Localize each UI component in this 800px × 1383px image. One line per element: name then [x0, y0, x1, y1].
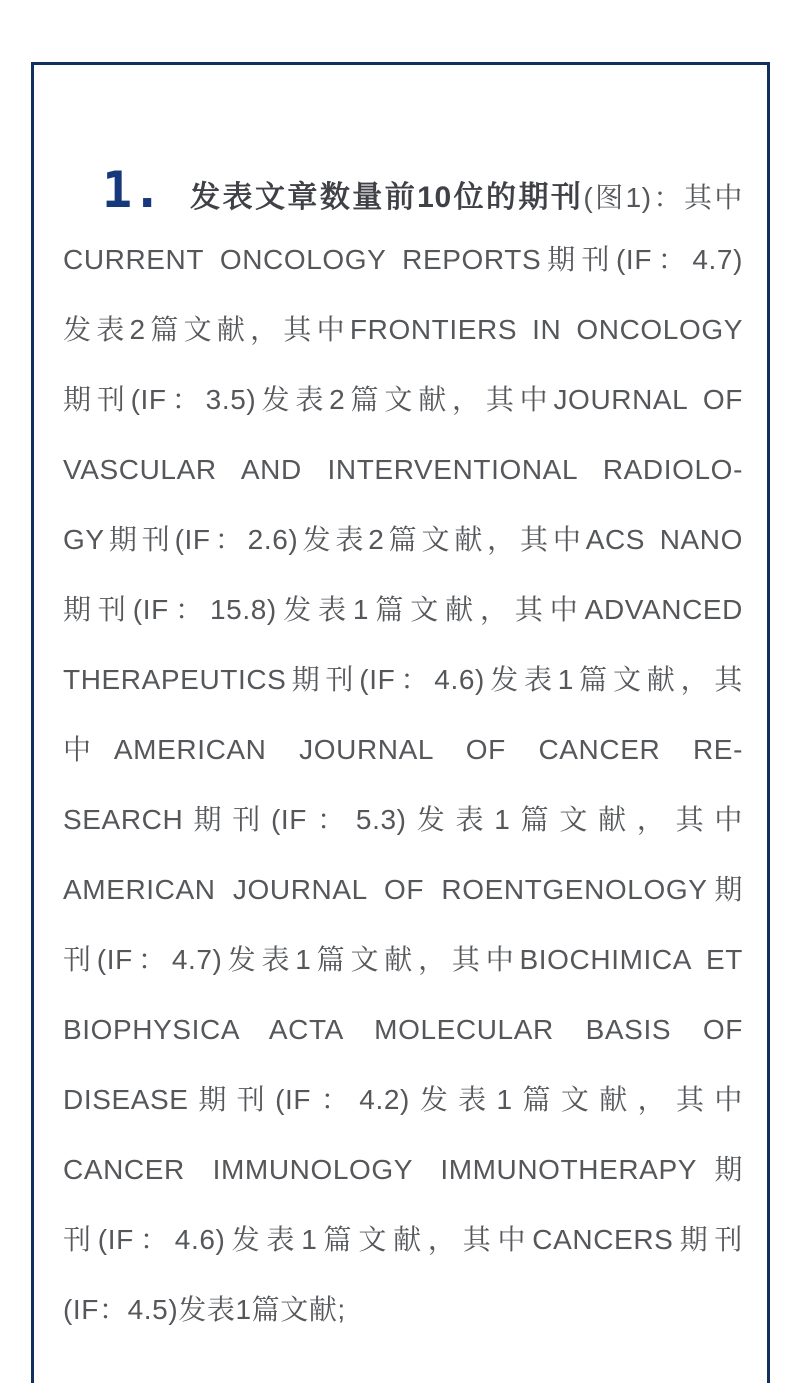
text-segment: GY期刊(IF：2.6)发表2篇文献，其中ACS NANO	[63, 524, 743, 555]
text-line	[63, 295, 743, 365]
text-line	[63, 505, 743, 575]
text-segment: THERAPEUTICS期刊(IF：4.6)发表1篇文献，其	[63, 664, 743, 695]
text-line	[63, 225, 743, 295]
text-line	[63, 855, 743, 925]
text-segment: (图1)：其中	[583, 182, 743, 213]
text-line	[63, 645, 743, 715]
text-line	[63, 1205, 743, 1275]
text-segment: 发表2篇文献，其中FRONTIERS IN ONCOLOGY	[63, 314, 743, 345]
text-segment: VASCULAR AND INTERVENTIONAL RADIOLO-	[63, 454, 743, 485]
text-line	[63, 925, 743, 995]
text-line	[63, 575, 743, 645]
text-segment: AMERICAN JOURNAL OF ROENTGENOLOGY期	[63, 874, 743, 905]
text-line	[63, 435, 743, 505]
text-segment: CANCER IMMUNOLOGY IMMUNOTHERAPY期	[63, 1154, 743, 1185]
text-line	[63, 1275, 743, 1345]
text-segment: 刊(IF：4.6)发表1篇文献，其中CANCERS期刊	[63, 1224, 743, 1255]
section-title: 发表文章数量前10位的期刊	[188, 181, 584, 214]
text-line	[63, 785, 743, 855]
text-line	[63, 995, 743, 1065]
text-segment: (IF：4.5)发表1篇文献;	[63, 1294, 346, 1325]
text-segment: SEARCH期刊(IF：5.3)发表1篇文献，其中	[63, 804, 743, 835]
text-segment: 期刊(IF：3.5)发表2篇文献，其中JOURNAL OF	[63, 384, 743, 415]
section-number: 1.	[102, 161, 163, 219]
text-segment: CURRENT ONCOLOGY REPORTS期刊(IF：4.7)	[63, 244, 743, 275]
text-line	[63, 155, 743, 225]
text-segment: DISEASE期刊(IF：4.2)发表1篇文献，其中	[63, 1084, 743, 1115]
paragraph	[34, 65, 767, 1345]
text-segment: BIOPHYSICA ACTA MOLECULAR BASIS OF	[63, 1014, 743, 1045]
text-line	[63, 715, 743, 785]
text-segment: 期刊(IF：15.8)发表1篇文献，其中ADVANCED	[63, 594, 743, 625]
text-segment: 中AMERICAN JOURNAL OF CANCER RE-	[63, 734, 743, 765]
content-card	[31, 62, 770, 1383]
text-line	[63, 1135, 743, 1205]
text-segment: 刊(IF：4.7)发表1篇文献，其中BIOCHIMICA ET	[63, 944, 743, 975]
text-line	[63, 365, 743, 435]
text-line	[63, 1065, 743, 1135]
